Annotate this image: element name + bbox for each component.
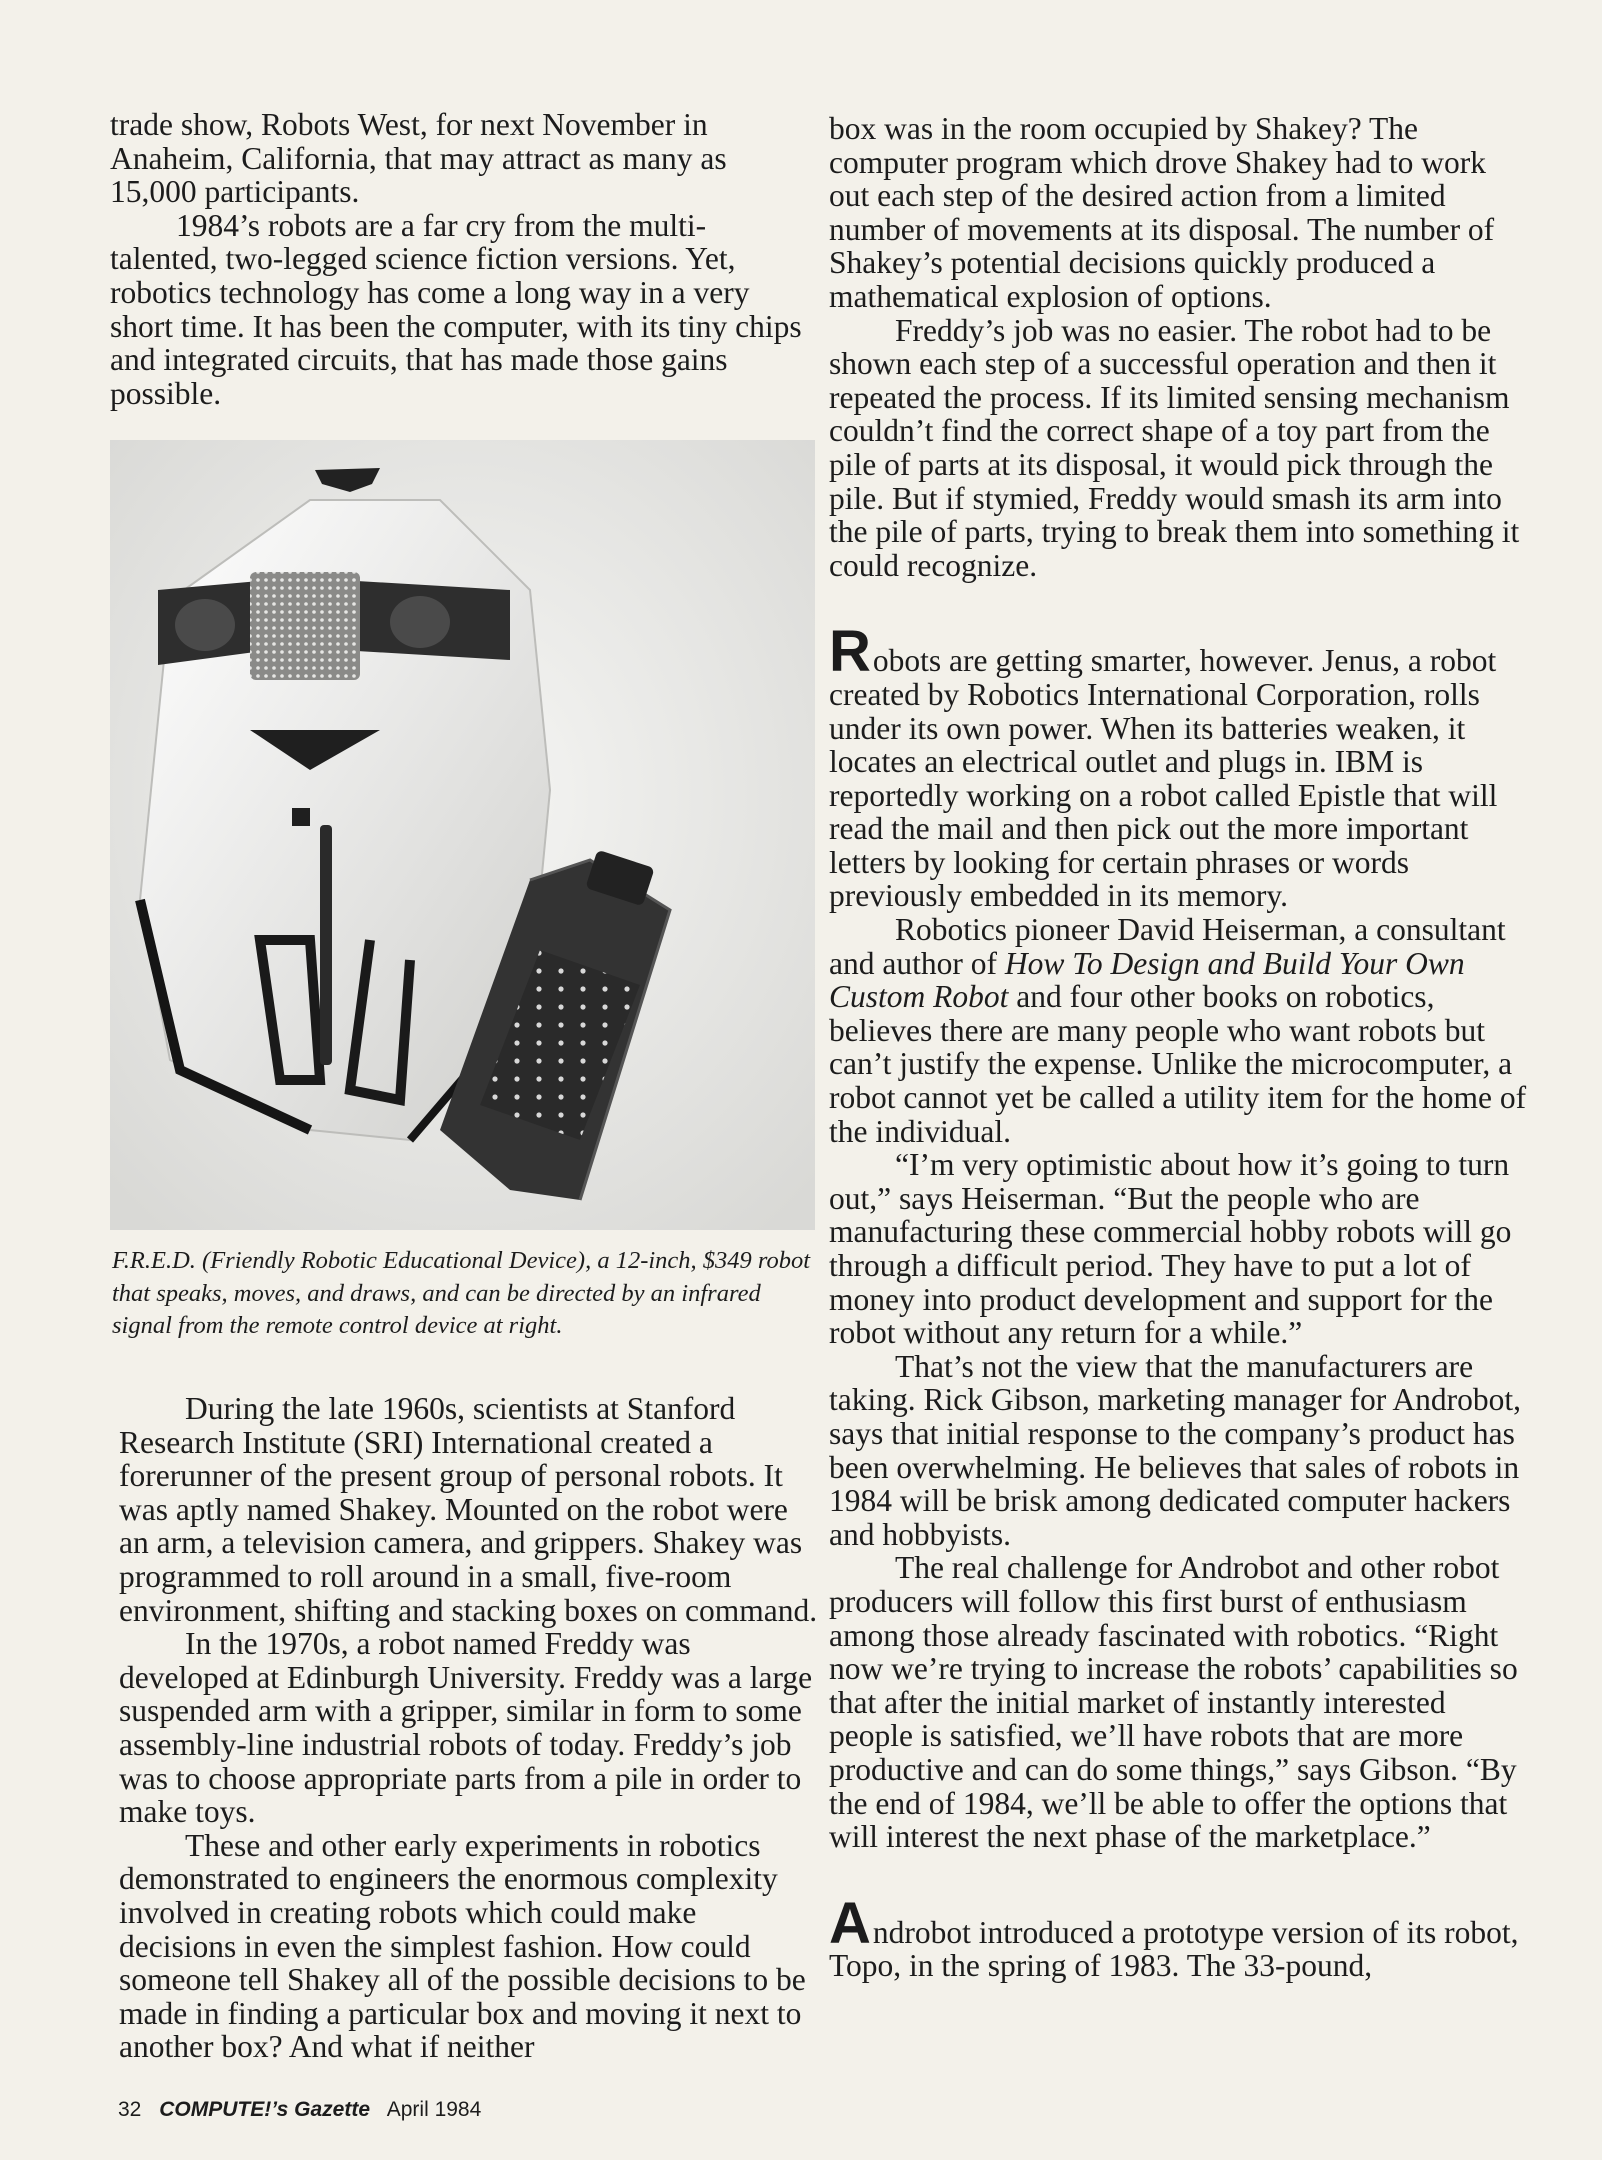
drop-cap: R: [829, 619, 871, 685]
paragraph: The real challenge for Androbot and other robot producers will follow this first burst of enthusiasm among those already fascinated with robotics. “Right now we’re trying to increase the robots’ capabilities so that after the initial market of instantly interested people is satisfied, we’ll have robots that are more productive and can do some things,” says Gibson. “By the end of 1984, we’ll be able to offer the options that will interest the next phase of the marketplace.”: [829, 1550, 1518, 1855]
page-footer: [118, 2098, 493, 2122]
paragraph: Freddy’s job was no easier. The robot had to be shown each step of a successful operation and then it repeated the process. If its limited sensing mechanism couldn’t find the correct shape of a toy part from the pile of parts at its disposal, it would pick through the pile. But if stymied, Freddy would smash its arm into the pile of parts, trying to break them into something it could recognize.: [829, 312, 1520, 583]
left-column-top: [110, 108, 810, 410]
paragraph: In the 1970s, a robot named Freddy was developed at Edinburgh University. Freddy was a large suspended arm with a gripper, similar in form to some assembly-line industrial robots of today. Freddy’s job was to choose appropriate parts from a pile in order to make toys.: [119, 1626, 813, 1830]
paragraph: trade show, Robots West, for next November in Anaheim, California, that may attract as many as 15,000 participants.: [110, 107, 727, 210]
photo-caption: F.R.E.D. (Friendly Robotic Educational Device), a 12-inch, $349 robot that speaks, moves, and draws, and can be directed by an infrared signal from the remote control device at right.: [112, 1247, 811, 1339]
left-column-bottom: [119, 1392, 819, 2064]
paragraph: Robotics pioneer David Heiserman, a consultant and author of How To Design and Build Your Own Custom Robot and four other books on robotics, believes there are many people who want robots but can’t justify the expense. Unlike the microcomputer, a robot cannot yet be called a utility item for the home of the individual.: [829, 912, 1527, 1149]
magazine-name: COMPUTE!’s Gazette: [159, 2098, 371, 2121]
paragraph: During the late 1960s, scientists at Stanford Research Institute (SRI) International created a forerunner of the present group of personal robots. It was aptly named Shakey. Mounted on the robot were an arm, a television camera, and grippers. Shakey was programmed to roll around in a small, five-room environment, shifting and stacking boxes on command.: [119, 1391, 818, 1628]
page-number: 32: [118, 2098, 142, 2121]
book-title: How To Design and Build Your Own Custom Robot: [829, 945, 1465, 1015]
paragraph: That’s not the view that the manufacturers are taking. Rick Gibson, marketing manager for Androbot, says that initial response to the company’s product has been overwhelming. He believes that sales of robots in 1984 will be brisk among dedicated computer hackers and hobbyists.: [829, 1348, 1521, 1552]
drop-cap: A: [829, 1890, 871, 1956]
paragraph: box was in the room occupied by Shakey? The computer program which drove Shakey had to work out each step of the desired action from a limited number of movements at its disposal. The number of Shakey’s potential decisions quickly produced a mathematical explosion of options.: [829, 111, 1495, 314]
issue-date: April 1984: [386, 2098, 482, 2121]
paragraph: 1984’s robots are a far cry from the multi-talented, two-legged science fiction versions. Yet, robotics technology has come a long way in a very short time. It has been the computer, with its tiny chips and integrated circuits, that has made those gains possible.: [110, 207, 802, 411]
paragraph: These and other early experiments in robotics demonstrated to engineers the enormous complexity involved in creating robots which could make decisions in even the simplest fashion. How could someone tell Shakey all of the possible decisions to be made in finding a particular box and moving it next to another box? And what if neither: [119, 1827, 806, 2065]
paragraph: “I’m very optimistic about how it’s going to turn out,” says Heiserman. “But the people who are manufacturing these commercial hobby robots will go through a difficult period. They have to put a lot of money into product development and support for the robot without any return for a while.”: [829, 1147, 1512, 1351]
paragraph: Androbot introduced a prototype version of its robot, Topo, in the spring of 1983. The 33-pound,: [829, 1890, 1519, 1984]
right-column: [829, 112, 1529, 1983]
robot-photo: [110, 440, 815, 1230]
paragraph: Robots are getting smarter, however. Jenus, a robot created by Robotics International Corporation, rolls under its own power. When its batteries weaken, it locates an electrical outlet and plugs in. IBM is reportedly working on a robot called Epistle that will read the mail and then pick out the more important letters by looking for certain phrases or words previously embedded in its memory.: [829, 619, 1498, 914]
